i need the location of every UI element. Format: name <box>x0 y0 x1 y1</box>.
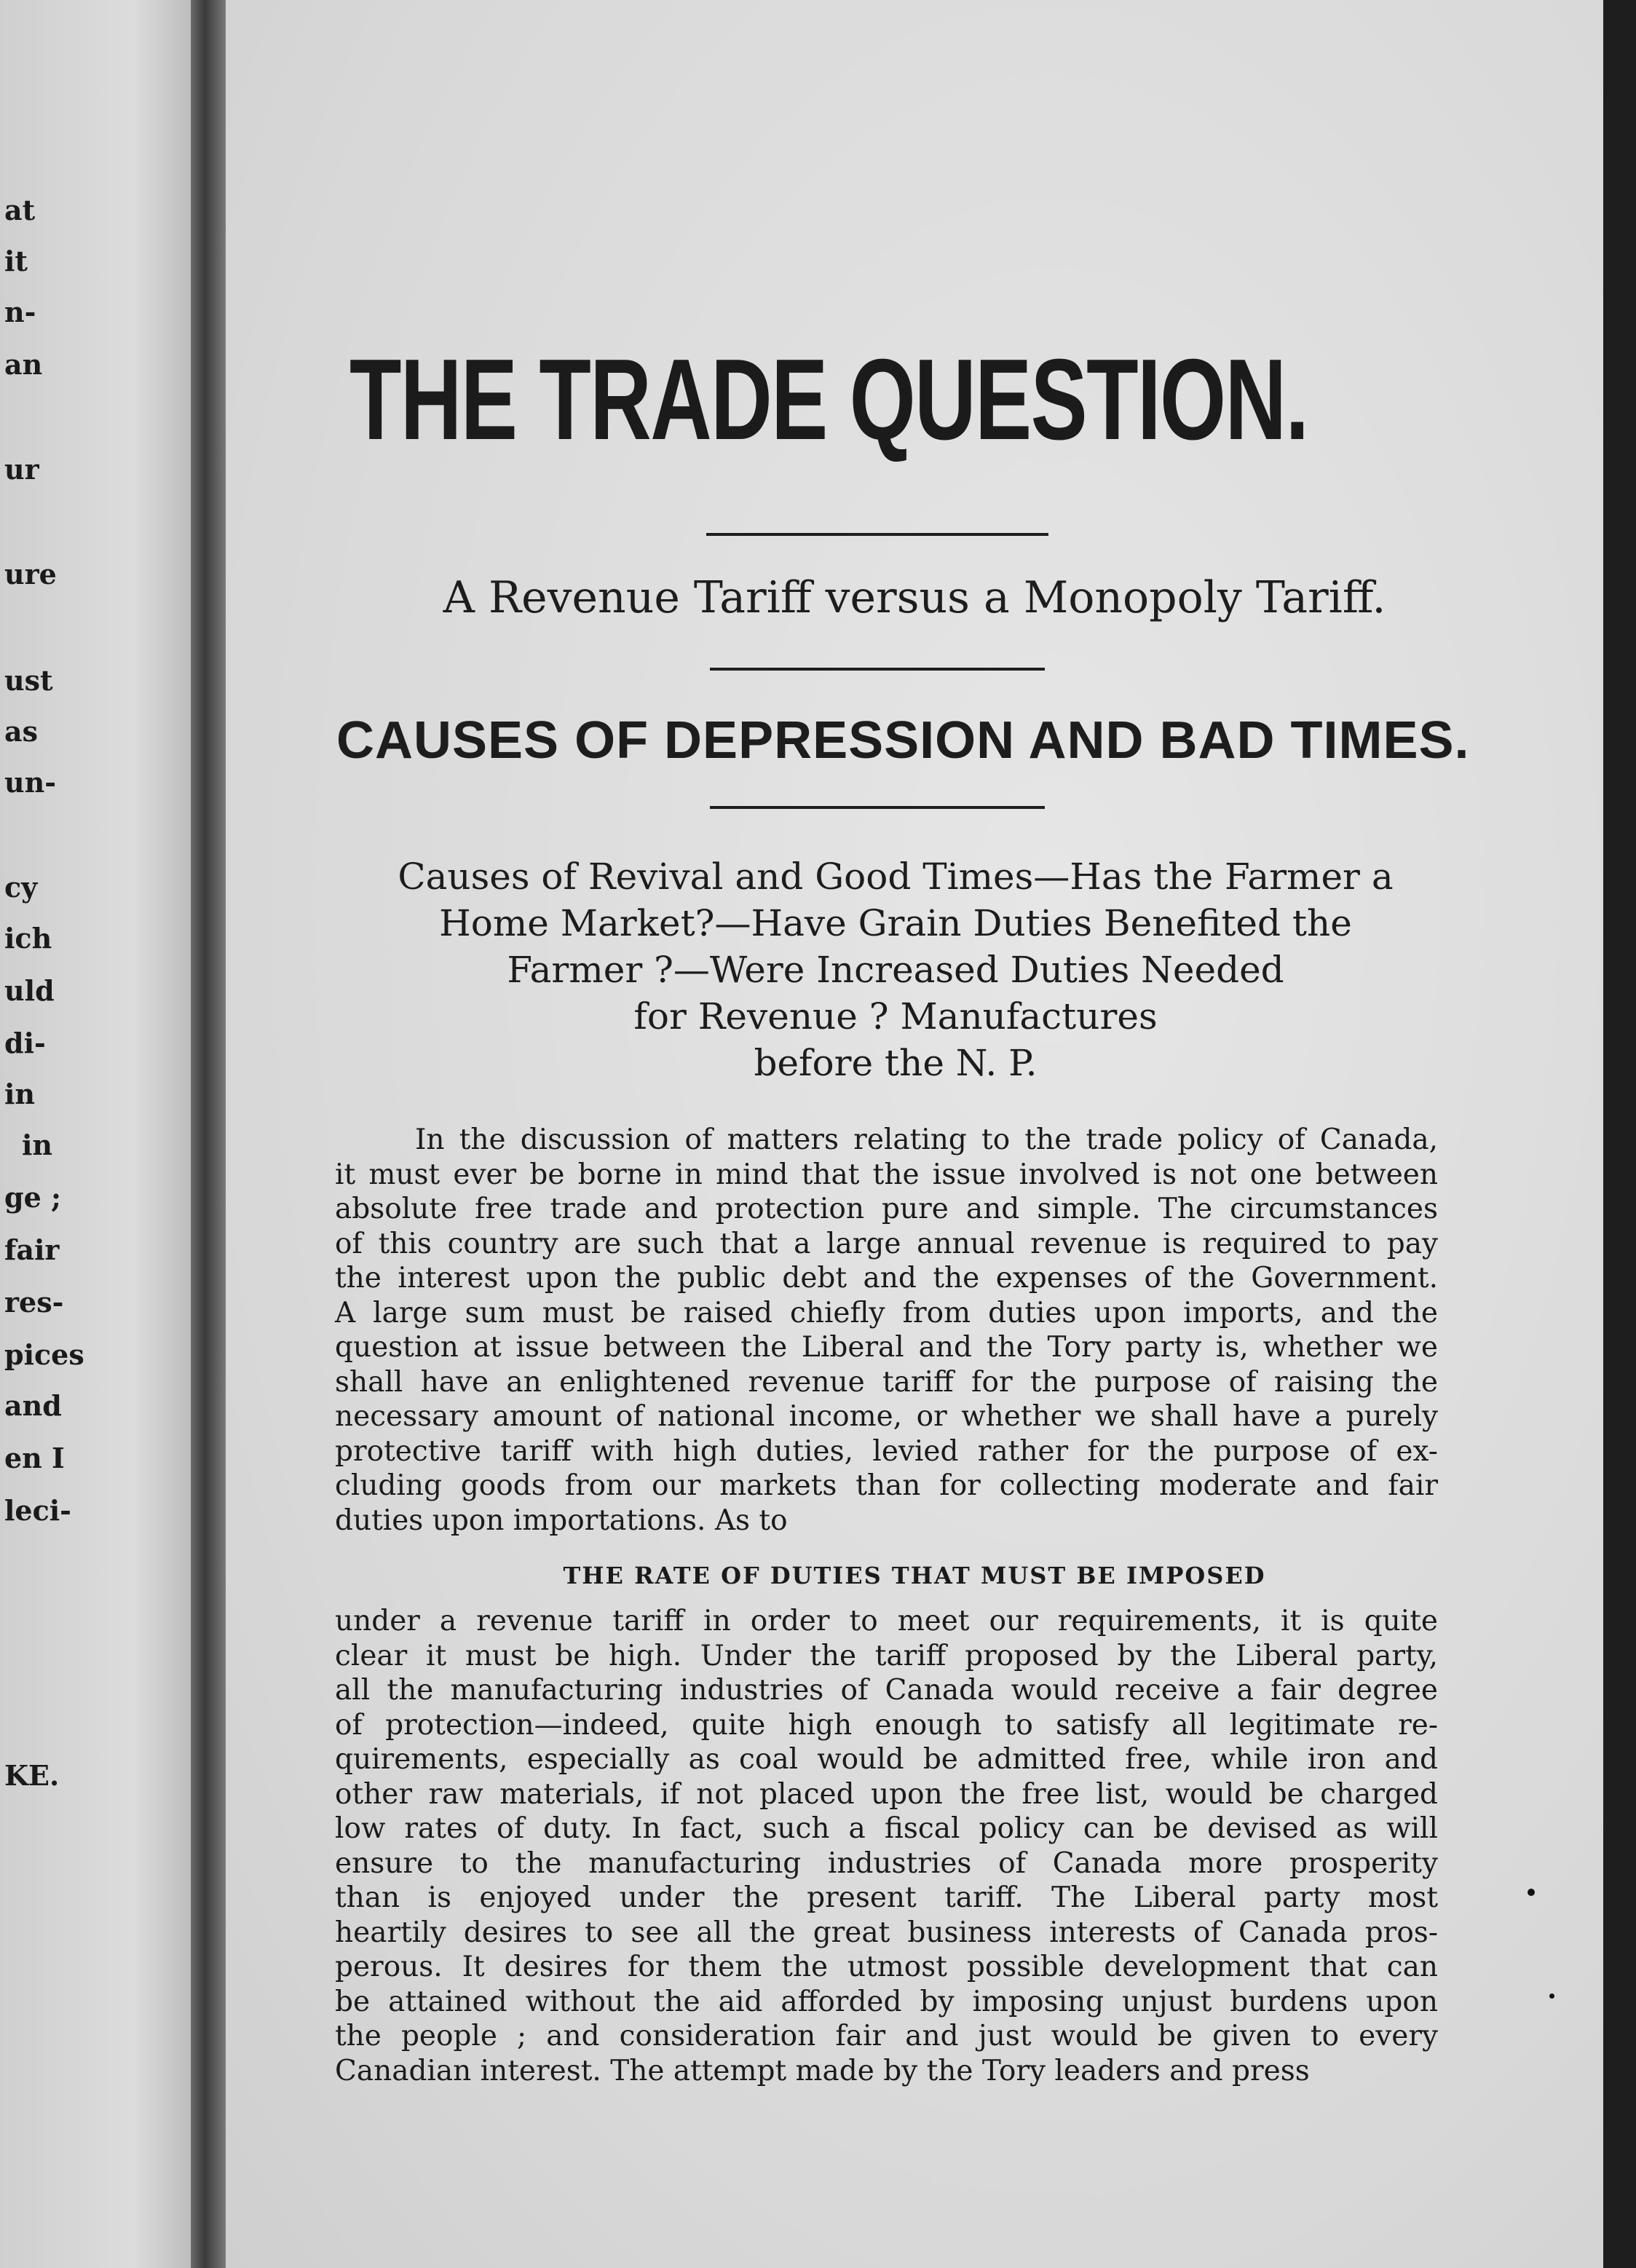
print-speck <box>1549 1994 1554 1999</box>
text-line: duties upon importations. As to <box>335 1504 788 1537</box>
heading-rule <box>710 806 1045 809</box>
facing-page-fragment: as <box>4 715 39 748</box>
text-line: absolute free trade and protection pure and simple. The circumstances <box>335 1193 1438 1225</box>
text-line: than is enjoyed under the present tariff. The Liberal party most <box>335 1881 1438 1914</box>
causes-line: Home Market?—Have Grain Duties Benefited the <box>439 902 1352 944</box>
facing-page-fragment: uld <box>4 974 55 1007</box>
paragraph-2 <box>335 1604 1438 2088</box>
facing-page-fragment: fair <box>4 1233 60 1266</box>
text-line: it must ever be borne in mind that the issue involved is not one between <box>335 1158 1438 1191</box>
text-line: perous. It desires for them the utmost possible development that can <box>335 1951 1438 1983</box>
text-line: In the discussion of matters relating to the trade policy of Canada, <box>415 1123 1438 1156</box>
causes-line: before the N. P. <box>754 1042 1038 1084</box>
text-line: cluding goods from our markets than for collecting moderate and fair <box>335 1469 1438 1502</box>
facing-page-fragment: ich <box>4 922 52 955</box>
causes-line: Farmer ?—Were Increased Duties Needed <box>507 949 1284 991</box>
facing-page-fragment: KE. <box>4 1759 60 1792</box>
text-line: protective tariff with high duties, levied rather for the purpose of ex- <box>335 1434 1438 1468</box>
text-line: low rates of duty. In fact, such a fiscal policy can be devised as will <box>335 1812 1438 1845</box>
facing-page-fragment: n- <box>4 296 36 328</box>
text-line: A large sum must be raised chiefly from duties upon imports, and the <box>335 1296 1438 1329</box>
facing-page-fragment: in <box>4 1078 36 1110</box>
text-line: clear it must be high. Under the tariff proposed by the Liberal party, <box>335 1639 1438 1672</box>
text-line: necessary amount of national income, or whether we shall have a purely <box>335 1400 1438 1433</box>
print-speck <box>1528 1889 1535 1896</box>
document-page <box>226 0 1603 2268</box>
causes-line: for Revenue ? Manufactures <box>633 995 1158 1038</box>
facing-page-fragment: it <box>4 245 28 277</box>
text-line: of protection—indeed, quite high enough to satisfy all legitimate re- <box>335 1708 1438 1742</box>
document-subtitle: A Revenue Tariff versus a Monopoly Tariff. <box>443 572 1386 623</box>
facing-page-fragment: un- <box>4 766 57 799</box>
inline-section-heading: THE RATE OF DUTIES THAT MUST BE IMPOSED <box>563 1562 1266 1589</box>
facing-page-fragment: at <box>4 194 36 226</box>
document-title: THE TRADE QUESTION. <box>349 336 1308 464</box>
causes-line: Causes of Revival and Good Times—Has the Farmer a <box>398 856 1394 898</box>
text-line: be attained without the aid afforded by imposing unjust burdens upon <box>335 1985 1438 2018</box>
facing-page-fragment: ust <box>4 664 53 697</box>
text-line: the people ; and consideration fair and just would be given to every <box>335 2020 1438 2052</box>
show-through-text <box>313 182 1551 211</box>
text-line: under a revenue tariff in order to meet our requirements, it is quite <box>335 1605 1438 1637</box>
subtitle-rule <box>710 668 1045 671</box>
text-line: question at issue between the Liberal and the Tory party is, whether we <box>335 1331 1438 1364</box>
paragraph-1 <box>335 1123 1438 1538</box>
facing-page-fragment: ge ; <box>4 1181 62 1214</box>
facing-page-fragment: an <box>4 348 43 381</box>
facing-page-fragment: and <box>4 1389 62 1422</box>
facing-page-fragment: pices <box>4 1338 84 1371</box>
facing-page-fragment: di- <box>4 1027 46 1059</box>
text-line: the interest upon the public debt and the expenses of the Government. <box>335 1262 1438 1295</box>
facing-page <box>0 0 191 2268</box>
title-rule <box>706 533 1048 536</box>
facing-page-fragment: ur <box>4 453 39 486</box>
facing-page-fragment: en I <box>4 1442 65 1474</box>
causes-list <box>335 853 1456 1086</box>
facing-page-fragment: res- <box>4 1286 64 1319</box>
page-edge-shadow <box>1603 0 1636 2268</box>
facing-page-fragment: leci- <box>4 1494 71 1527</box>
text-line: other raw materials, if not placed upon the free list, would be charged <box>335 1777 1438 1811</box>
section-heading: CAUSES OF DEPRESSION AND BAD TIMES. <box>336 711 1470 770</box>
text-line: ensure to the manufacturing industries of Canada more prosperity <box>335 1846 1438 1880</box>
text-line: all the manufacturing industries of Canada would receive a fair degree <box>335 1674 1438 1707</box>
facing-page-fragment: in <box>22 1129 53 1161</box>
facing-page-fragment: cy <box>4 871 38 904</box>
text-line: Canadian interest. The attempt made by the Tory leaders and press <box>335 2054 1310 2087</box>
text-line: of this country are such that a large annual revenue is required to pay <box>335 1227 1438 1260</box>
text-line: quirements, especially as coal would be admitted free, while iron and <box>335 1743 1438 1776</box>
facing-page-fragment: ure <box>4 558 57 590</box>
text-line: heartily desires to see all the great business interests of Canada pros- <box>335 1916 1438 1949</box>
book-gutter <box>191 0 226 2268</box>
text-line: shall have an enlightened revenue tariff for the purpose of raising the <box>335 1365 1438 1399</box>
